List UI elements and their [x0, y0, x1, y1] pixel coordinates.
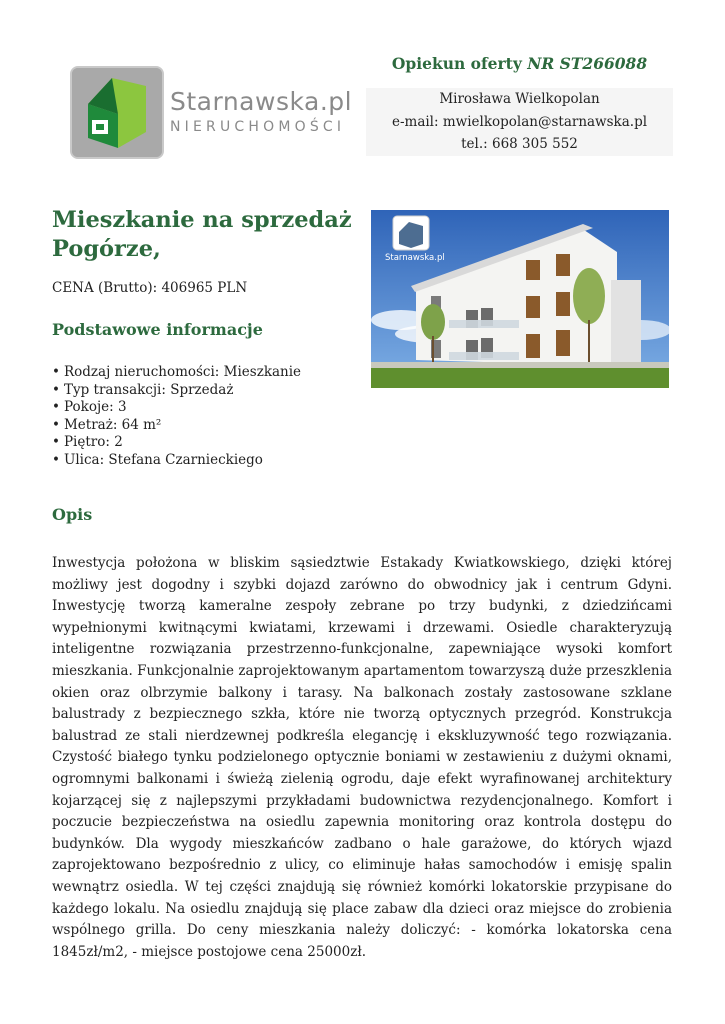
logo-subtitle: NIERUCHOMOŚCI — [170, 119, 346, 135]
list-item: • Metraż: 64 m² — [52, 417, 301, 435]
photo-watermark: Starnawska.pl — [385, 253, 445, 263]
listing-title: Mieszkanie na sprzedaż Pogórze, — [52, 207, 352, 262]
agent-name: Mirosława Wielkopolan — [439, 91, 600, 107]
list-item: • Rodzaj nieruchomości: Mieszkanie — [52, 364, 301, 382]
property-photo — [371, 210, 669, 388]
logo-wordmark — [170, 88, 352, 138]
house-logo-icon — [72, 68, 162, 157]
company-logo — [70, 66, 164, 159]
agent-heading-prefix: Opiekun oferty — [391, 54, 522, 73]
basic-info-list — [52, 364, 301, 469]
agent-contact-box — [366, 88, 673, 156]
agent-heading — [366, 54, 673, 73]
basic-info-heading: Podstawowe informacje — [52, 320, 263, 339]
agent-phone[interactable]: tel.: 668 305 552 — [461, 136, 578, 152]
list-item: • Typ transakcji: Sprzedaż — [52, 382, 301, 400]
offer-number: NR ST266088 — [527, 54, 648, 73]
logo-brand: Starnawska.pl — [170, 87, 353, 116]
list-item: • Pokoje: 3 — [52, 399, 301, 417]
list-item: • Piętro: 2 — [52, 434, 301, 452]
description-text: Inwestycja położona w bliskim sąsiedztwie Estakady Kwiatkowskiego, dzięki której możliwy jest dogodny i szybki dojazd zarówno do obwodnicy jak i centrum Gdyni. Inwestycję tworzą kameralne zespoły zebrane po trzy budynki, z dziedzińcami wypełnionymi kwitnącymi kwiatami, krzewami i drzewami. Osiedle charakteryzują inteligentne rozwiązania przestrzenno-funkcjonalne, zapewniające wysoki komfort mieszkania. Funkcjonalnie zaprojektowanym apartamentom towarzyszą duże przeszklenia okien oraz olbrzymie balkony i tarasy. Na balkonach zostały zastosowane szklane balustrady z bezpiecznego szkła, które nie tworzą optycznych przegród. Konstrukcja balustrad ze stali nierdzewnej podkreśla elegancję i ekskluzywność tego rozwiązania. Czystość białego tynku podzielonego optycznie boniami w zestawieniu z dużymi oknami, ogromnymi balkonami i świeżą zielenią ogrodu, daje efekt wyrafinowanej architektury kojarzącej się z najlepszymi przykładami budownictwa rezydencjonalnego. Komfort i poczucie bezpieczeństwa na osiedlu zapewnia monitoring oraz kontrola dostępu do budynków. Dla wygody mieszkańców zadbano o hale garażowe, do których wjazd zaprojektowano bezpośrednio z ulicy, co eliminuje hałas samochodów i emisję spalin wewnątrz osiedla. W tej części znajdują się również komórki lokatorskie przypisane do każdego lokalu. Na osiedlu znajdują się place zabaw dla dzieci oraz miejsce do zrobienia wspólnego grilla. Do ceny mieszkania należy doliczyć: - komórka lokatorska cena 1845zł/m2, - miejsce postojowe cena 25000zł. — [52, 555, 672, 960]
description-heading: Opis — [52, 505, 93, 524]
list-item: • Ulica: Stefana Czarnieckiego — [52, 452, 301, 470]
agent-email[interactable]: e-mail: mwielkopolan@starnawska.pl — [391, 113, 648, 130]
listing-price: CENA (Brutto): 406965 PLN — [52, 280, 248, 296]
